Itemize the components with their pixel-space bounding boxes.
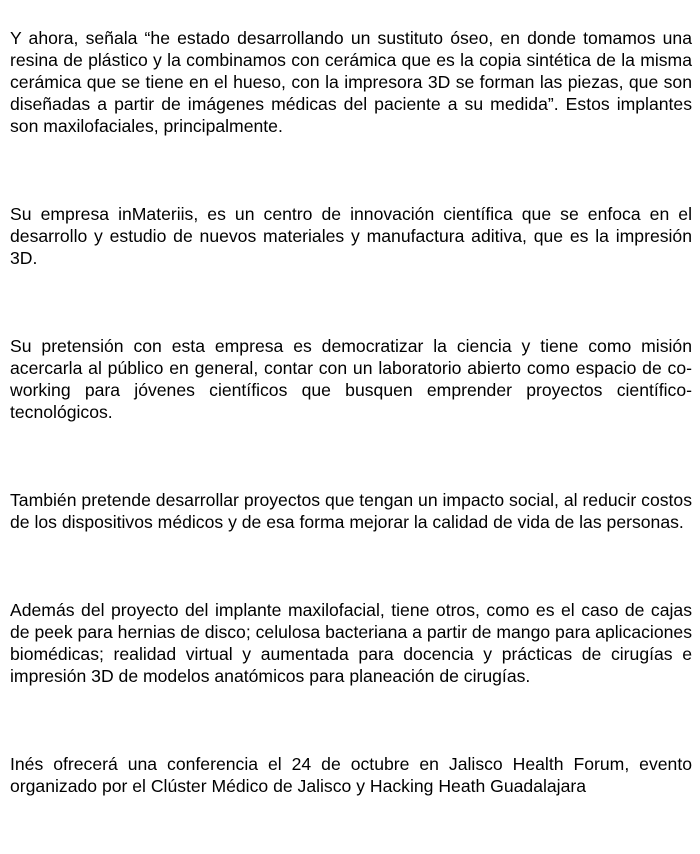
paragraph-democratize-science: Su pretensión con esta empresa es democratizar la ciencia y tiene como misión acercarla al público en general, contar con un laboratorio abierto como espacio de co-working para jóvenes científicos que busquen emprender proyectos científico-tecnológicos. (10, 336, 692, 422)
paragraph-conference: Inés ofrecerá una conferencia el 24 de octubre en Jalisco Health Forum, evento organizado por el Clúster Médico de Jalisco y Hacking Heath Guadalajara (10, 754, 692, 796)
paragraph-bone-substitute: Y ahora, señala “he estado desarrollando un sustituto óseo, en donde tomamos una resina de plástico y la combinamos con cerámica que es la copia sintética de la misma cerámica que se tiene en el hueso, con la impresora 3D se forman las piezas, que son diseñadas a partir de imágenes médicas del paciente a su medida”. Estos implantes son maxilofaciales, principalmente. (10, 28, 692, 136)
paragraph-social-impact: También pretende desarrollar proyectos que tengan un impacto social, al reducir costos de los dispositivos médicos y de esa forma mejorar la calidad de vida de las personas. (10, 490, 692, 532)
paragraph-inmateriis-company: Su empresa inMateriis, es un centro de innovación científica que se enfoca en el desarrollo y estudio de nuevos materiales y manufactura aditiva, que es la impresión 3D. (10, 204, 692, 268)
article-body (10, 27, 692, 797)
paragraph-other-projects: Además del proyecto del implante maxilofacial, tiene otros, como es el caso de cajas de peek para hernias de disco; celulosa bacteriana a partir de mango para aplicaciones biomédicas; realidad virtual y aumentada para docencia y prácticas de cirugías e impresión 3D de modelos anatómicos para planeación de cirugías. (10, 600, 692, 686)
